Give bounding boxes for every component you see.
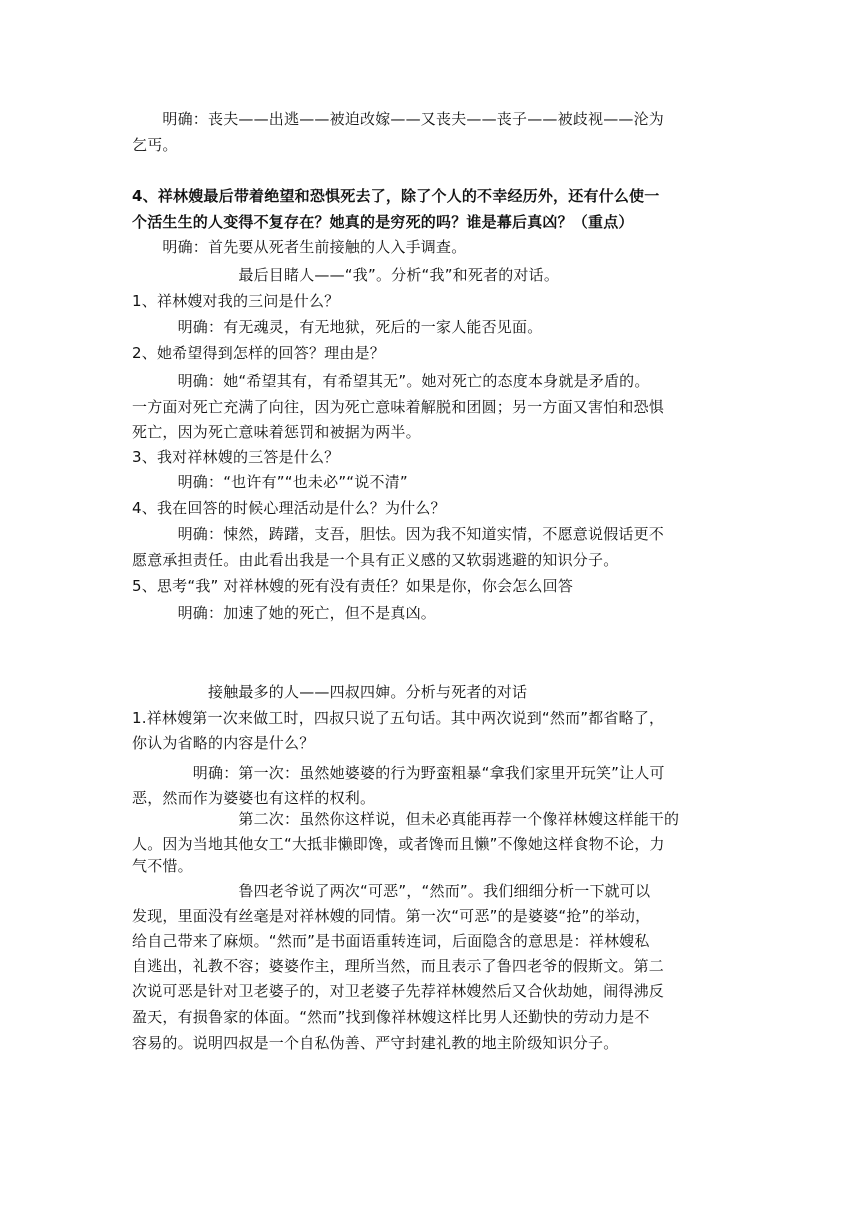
text-line: 死亡，因为死亡意味着惩罚和被据为两半。 <box>132 423 421 441</box>
text-line: 人。因为当地其他女工“大抵非懒即馋，或者馋而且懒”不像她这样食物不论，力 <box>132 835 665 853</box>
text-line: 容易的。说明四叔是一个自私伪善、严守封建礼教的地主阶级知识分子。 <box>132 1034 619 1052</box>
text-line: 5、思考“我” 对祥林嫂的死有没有责任？如果是你，你会怎么回答 <box>132 577 574 595</box>
text-line: 第二次：虽然你这样说，但未必真能再荐一个像祥林嫂这样能干的 <box>132 810 680 828</box>
text-line: 盈天，有损鲁家的体面。“然而”找到像祥林嫂这样比男人还勤快的劳动力是不 <box>132 1008 650 1026</box>
text-line: 愿意承担责任。由此看出我是一个具有正义感的又软弱逃避的知识分子。 <box>132 551 619 569</box>
text-line: 明确：第一次：虽然她婆婆的行为野蛮粗暴“拿我们家里开玩笑”让人可 <box>132 764 665 782</box>
section-heading: 最后目睹人——“我”。分析“我”和死者的对话。 <box>132 266 560 284</box>
text-line: 恶，然而作为婆婆也有这样的权利。 <box>132 789 376 807</box>
text-line: 发现，里面没有丝毫是对祥林嫂的同情。第一次“可恶”的是婆婆“抢”的举动， <box>132 907 651 925</box>
text-line: 次说可恶是针对卫老婆子的，对卫老婆子先荐祥林嫂然后又合伙劫她，闹得沸反 <box>132 982 665 1000</box>
text-line: 气不惜。 <box>132 857 193 875</box>
text-line: 鲁四老爷说了两次“可恶”，“然而”。我们细细分析一下就可以 <box>132 882 651 900</box>
text-line: 明确：加速了她的死亡，但不是真凶。 <box>132 604 437 622</box>
text-line: 明确：“也许有”“也未必”“说不清” <box>132 473 408 491</box>
question-heading: 4、祥林嫂最后带着绝望和恐惧死去了，除了个人的不幸经历外，还有什么使一 <box>132 187 660 205</box>
text-line: 明确：她“希望其有，有希望其无”。她对死亡的态度本身就是矛盾的。 <box>132 372 650 390</box>
text-line: 乞丐。 <box>132 136 178 154</box>
text-line: 明确：悚然，踌躇，支吾，胆怯。因为我不知道实情，不愿意说假话更不 <box>132 525 665 543</box>
text-line: 你认为省略的内容是什么？ <box>132 734 315 752</box>
section-heading: 接触最多的人——四叔四婶。分析与死者的对话 <box>132 683 528 701</box>
text-line: 1.祥林嫂第一次来做工时，四叔只说了五句话。其中两次说到“然而”都省略了， <box>132 709 665 727</box>
text-line: 明确：首先要从死者生前接触的人入手调查。 <box>132 238 467 256</box>
text-line: 1、祥林嫂对我的三问是什么？ <box>132 292 340 310</box>
text-line: 明确：丧夫——出逃——被迫改嫁——又丧夫——丧子——被歧视——沦为 <box>132 110 665 128</box>
question-heading: 个活生生的人变得不复存在？她真的是穷死的吗？谁是幕后真凶？（重点） <box>132 213 634 231</box>
text-line: 自逃出，礼教不容；婆婆作主，理所当然，而且表示了鲁四老爷的假斯文。第二 <box>132 957 665 975</box>
text-line: 一方面对死亡充满了向往，因为死亡意味着解脱和团圆；另一方面又害怕和恐惧 <box>132 398 665 416</box>
text-line: 给自己带来了麻烦。“然而”是书面语重转连词，后面隐含的意思是：祥林嫂私 <box>132 932 650 950</box>
text-line: 明确：有无魂灵，有无地狱，死后的一家人能否见面。 <box>132 318 543 336</box>
text-line: 2、她希望得到怎样的回答？理由是？ <box>132 344 385 362</box>
text-line: 3、我对祥林嫂的三答是什么？ <box>132 448 340 466</box>
text-line: 4、我在回答的时候心理活动是什么？为什么？ <box>132 499 446 517</box>
